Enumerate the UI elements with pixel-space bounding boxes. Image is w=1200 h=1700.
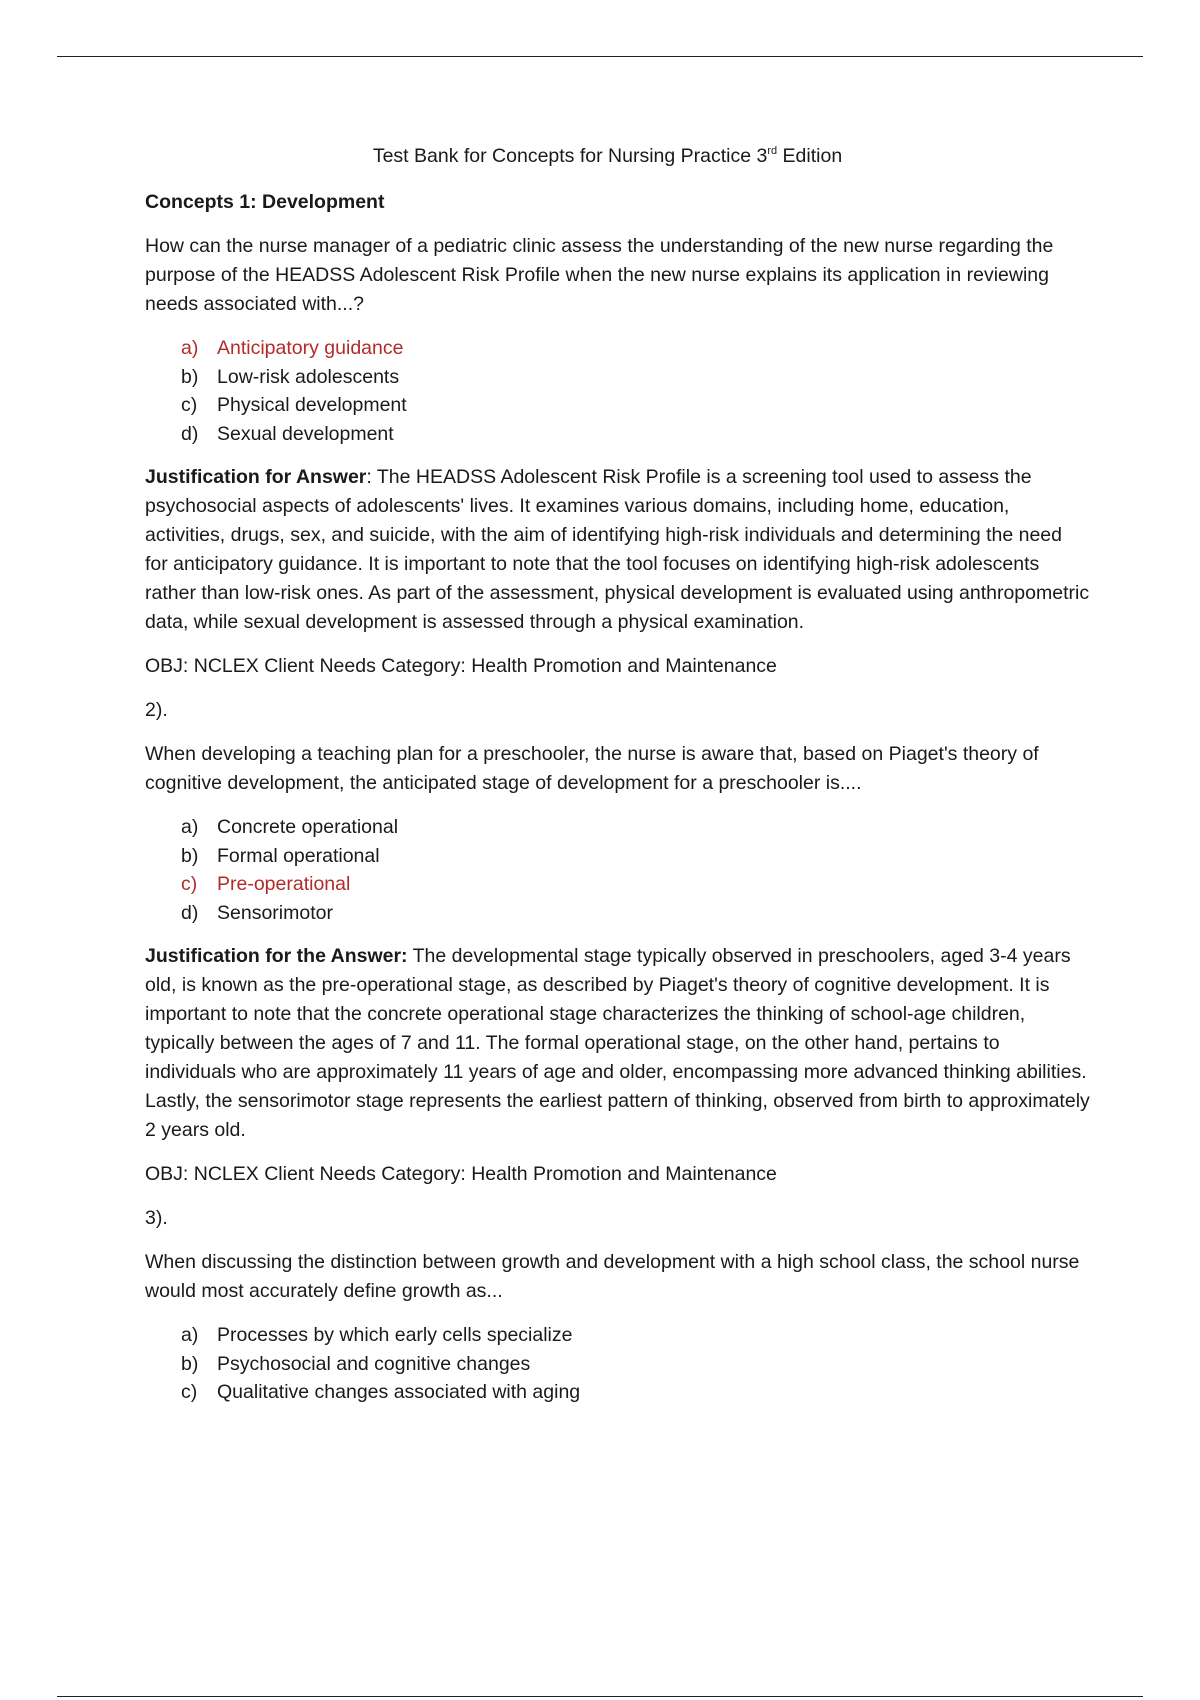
option-item: a) Processes by which early cells specialize — [181, 1324, 573, 1346]
question-1-objective: OBJ: NCLEX Client Needs Category: Health Promotion and Maintenance — [145, 655, 777, 677]
option-item: c) Pre-operational — [181, 873, 351, 895]
option-item: c) Qualitative changes associated with aging — [181, 1381, 581, 1403]
question-2-objective: OBJ: NCLEX Client Needs Category: Health Promotion and Maintenance — [145, 1163, 777, 1185]
document-page — [145, 142, 1090, 1422]
option-item: b) Formal operational — [181, 844, 380, 867]
option-item: d) Sensorimotor — [181, 901, 333, 924]
question-1-options — [145, 334, 1090, 448]
document-title: Test Bank for Concepts for Nursing Practice 3rd Edition — [372, 145, 843, 167]
question-2-options — [145, 813, 1090, 927]
question-2-justification: Justification for the Answer: The developmental stage typically observed in preschoolers, aged 3-4 years old, is known as the pre-operational stage, as described by Piaget's theory of cognitive development. It is important to note that the concrete operational stage characterizes the thinking of school-age children, typically between the ages of 7 and 11. The formal operational stage, on the other hand, pertains to individuals who are approximately 11 years of age and older, encompassing more advanced thinking abilities. Lastly, the sensorimotor stage represents the earliest pattern of thinking, observed from birth to approximately 2 years old. — [145, 945, 1090, 1141]
question-3-stem: When discussing the distinction between growth and development with a high school class, the school nurse would most accurately define growth as... — [145, 1251, 1080, 1302]
bottom-rule — [57, 1696, 1143, 1697]
option-item: b) Low-risk adolescents — [181, 365, 400, 388]
question-1-justification: Justification for Answer: The HEADSS Adolescent Risk Profile is a screening tool used to assess the psychosocial aspects of adolescents' lives. It examines various domains, including home, education, activities, drugs, sex, and suicide, with the aim of identifying high-risk individuals and determining the need for anticipatory guidance. It is important to note that the tool focuses on identifying high-risk adolescents rather than low-risk ones. As part of the assessment, physical development is evaluated using anthropometric data, while sexual development is assessed through a physical examination. — [145, 466, 1090, 633]
option-item: a) Concrete operational — [181, 816, 399, 838]
option-item: c) Physical development — [181, 394, 407, 416]
question-3-number: 3). — [145, 1207, 168, 1229]
section-heading: Concepts 1: Development — [145, 191, 385, 213]
option-item: a) Anticipatory guidance — [181, 337, 404, 359]
top-rule — [57, 56, 1143, 57]
question-1-stem: How can the nurse manager of a pediatric clinic assess the understanding of the new nurse regarding the purpose of the HEADSS Adolescent Risk Profile when the new nurse explains its application in reviewing needs associated with...? — [145, 235, 1054, 315]
question-2-number: 2). — [145, 699, 168, 721]
question-2-stem: When developing a teaching plan for a preschooler, the nurse is aware that, based on Piaget's theory of cognitive development, the anticipated stage of development for a preschooler is.... — [145, 743, 1039, 794]
option-item: b) Psychosocial and cognitive changes — [181, 1352, 531, 1375]
question-3-options — [145, 1321, 1090, 1407]
option-item: d) Sexual development — [181, 422, 394, 445]
